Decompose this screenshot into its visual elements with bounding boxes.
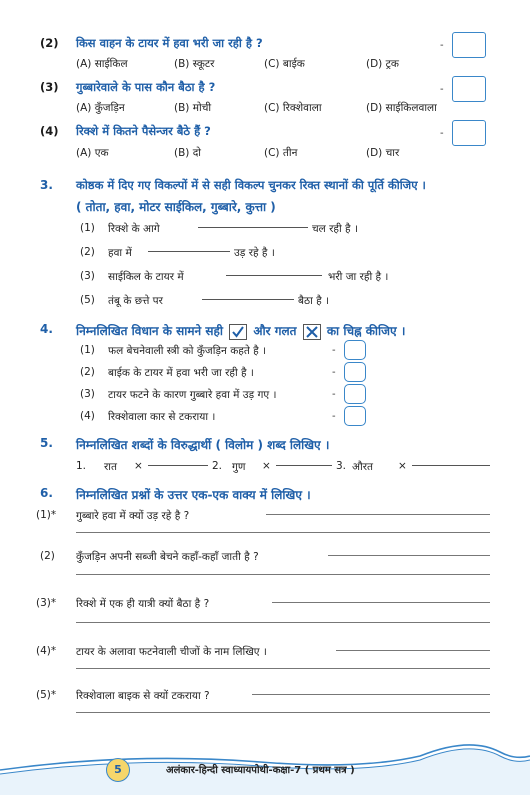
fill-1-after: चल रही है ।	[312, 223, 358, 235]
section-6-title: निम्नलिखित प्रश्नों के उत्तर एक-एक वाक्य में लिखिए ।	[76, 488, 311, 502]
answer-dash: -	[332, 367, 336, 378]
answer-dash: -	[440, 84, 444, 95]
fill-3-number: (3)	[80, 270, 95, 282]
sa-5-answer-line[interactable]	[76, 712, 490, 713]
checkmark-icon	[229, 324, 247, 340]
sa-2-number: (2)	[40, 550, 55, 562]
mcq-2-answer-box[interactable]	[452, 32, 486, 58]
fill-3-after: भरी जा रही है ।	[328, 271, 389, 283]
section-4-title	[76, 322, 405, 340]
tf-1-number: (1)	[80, 344, 95, 356]
tf-3-number: (3)	[80, 388, 95, 400]
mcq-2-number: (2)	[40, 36, 59, 50]
fill-3-blank[interactable]	[226, 275, 322, 276]
fill-2-after: उड़ रहे है ।	[234, 247, 275, 259]
opp-3-number: 3.	[336, 460, 347, 472]
sa-1-question: गुब्बारे हवा में क्यों उड़ रहे है ?	[76, 510, 190, 522]
opp-2-word: गुण	[232, 461, 246, 473]
sa-5-answer-line[interactable]	[252, 694, 490, 695]
sa-4-number: (4)*	[36, 645, 57, 657]
mcq-2-option-d[interactable]: (D) ट्रक	[366, 58, 399, 70]
mcq-3-option-b[interactable]: (B) मोची	[174, 102, 212, 114]
section-3-title: कोष्ठक में दिए गए विकल्पों में से सही विकल्प चुनकर रिक्त स्थानों की पूर्ति कीजिए ।	[76, 178, 426, 192]
fill-2-blank[interactable]	[148, 251, 230, 252]
tf-3-statement: टायर फटने के कारण गुब्बारे हवा में उड़ गए ।	[108, 389, 277, 401]
mcq-4-option-c[interactable]: (C) तीन	[264, 147, 298, 159]
mcq-2-option-c[interactable]: (C) बाईक	[264, 58, 305, 70]
sa-3-number: (3)*	[36, 597, 57, 609]
mcq-4-answer-box[interactable]	[452, 120, 486, 146]
mcq-2-option-a[interactable]: (A) साईकिल	[76, 58, 128, 70]
opp-1-number: 1.	[76, 460, 87, 472]
tf-2-statement: बाईक के टायर में हवा भरी जा रही है ।	[108, 367, 254, 379]
tf-4-statement: रिक्शेवाला कार से टकराया ।	[108, 411, 216, 423]
mcq-4-question: रिक्शे में कितने पैसेन्जर बैठे हैं ?	[76, 124, 211, 138]
opp-1-word: रात	[104, 461, 117, 473]
fill-1-before: रिक्शे के आगे	[108, 223, 160, 235]
tf-3-answer-box[interactable]	[344, 384, 366, 404]
section-3-number: 3.	[40, 178, 53, 192]
tf-2-answer-box[interactable]	[344, 362, 366, 382]
mcq-4-number: (4)	[40, 124, 59, 138]
opp-1-blank[interactable]	[148, 465, 208, 466]
answer-dash: -	[332, 345, 336, 356]
opp-3-sign: ×	[398, 460, 407, 472]
opp-3-blank[interactable]	[412, 465, 490, 466]
section-4-title-part-b: और गलत	[253, 324, 297, 338]
fill-3-before: साईकिल के टायर में	[108, 271, 184, 283]
cross-mark-icon	[303, 324, 321, 340]
mcq-4-option-b[interactable]: (B) दो	[174, 147, 202, 159]
mcq-3-question: गुब्बारेवाले के पास कौन बैठा है ?	[76, 80, 216, 94]
sa-2-question: कुँजड़िन अपनी सब्जी बेचने कहाँ-कहाँ जाती है ?	[76, 551, 259, 563]
sa-3-answer-line[interactable]	[272, 602, 490, 603]
answer-dash: -	[440, 128, 444, 139]
section-4-title-part-c: का चिह्न कीजिए ।	[326, 324, 406, 338]
fill-1-blank[interactable]	[198, 227, 308, 228]
tf-4-number: (4)	[80, 410, 95, 422]
mcq-2-option-b[interactable]: (B) स्कूटर	[174, 58, 215, 70]
mcq-3-option-c[interactable]: (C) रिक्शेवाला	[264, 102, 322, 114]
sa-1-answer-line[interactable]	[76, 532, 490, 533]
sa-5-number: (5)*	[36, 689, 57, 701]
opp-3-word: औरत	[352, 461, 374, 473]
section-4-number: 4.	[40, 322, 53, 336]
tf-4-answer-box[interactable]	[344, 406, 366, 426]
sa-3-answer-line[interactable]	[76, 622, 490, 623]
opp-2-sign: ×	[262, 460, 271, 472]
answer-dash: -	[332, 411, 336, 422]
sa-2-answer-line[interactable]	[76, 574, 490, 575]
mcq-4-option-a[interactable]: (A) एक	[76, 147, 109, 159]
sa-4-answer-line[interactable]	[336, 650, 490, 651]
sa-3-question: रिक्शे में एक ही यात्री क्यों बैठा है ?	[76, 598, 210, 610]
opp-2-number: 2.	[212, 460, 223, 472]
sa-4-answer-line[interactable]	[76, 668, 490, 669]
opp-2-blank[interactable]	[276, 465, 332, 466]
fill-5-blank[interactable]	[202, 299, 294, 300]
opp-1-sign: ×	[134, 460, 143, 472]
sa-1-answer-line[interactable]	[266, 514, 490, 515]
section-5-number: 5.	[40, 436, 53, 450]
fill-5-before: तंबू के छत्ते पर	[108, 295, 163, 307]
sa-2-answer-line[interactable]	[328, 555, 490, 556]
answer-dash: -	[332, 389, 336, 400]
page-number: 5	[114, 763, 122, 776]
page-number-badge	[106, 758, 130, 782]
section-4-title-part-a: निम्नलिखित विधान के सामने सही	[76, 324, 223, 338]
fill-2-number: (2)	[80, 246, 95, 258]
fill-1-number: (1)	[80, 222, 95, 234]
tf-1-statement: फल बेचनेवाली स्त्री को कुँजड़िन कहते है ।	[108, 345, 267, 357]
section-6-number: 6.	[40, 486, 53, 500]
sa-1-number: (1)*	[36, 509, 57, 521]
fill-5-after: बैठा है ।	[298, 295, 330, 307]
footer-title: अलंकार-हिन्दी स्वाध्यायपोथी-कक्षा-7 ( प्रथम सत्र )	[166, 765, 355, 776]
mcq-3-number: (3)	[40, 80, 59, 94]
fill-2-before: हवा में	[108, 247, 132, 259]
mcq-2-question: किस वाहन के टायर में हवा भरी जा रही है ?	[76, 36, 263, 50]
tf-2-number: (2)	[80, 366, 95, 378]
mcq-3-option-a[interactable]: (A) कुँजड़िन	[76, 102, 125, 114]
section-3-options: ( तोता, हवा, मोटर साईकिल, गुब्बारे, कुत्ता )	[76, 200, 276, 214]
sa-5-question: रिक्शेवाला बाइक से क्यों टकराया ?	[76, 690, 210, 702]
fill-5-number: (5)	[80, 294, 95, 306]
mcq-4-option-d[interactable]: (D) चार	[366, 147, 400, 159]
section-5-title: निम्नलिखित शब्दों के विरुद्धार्थी ( विलोम ) शब्द लिखिए ।	[76, 438, 330, 452]
mcq-3-option-d[interactable]: (D) साईकिलवाला	[366, 102, 437, 114]
sa-4-question: टायर के अलावा फटनेवाली चीजों के नाम लिखिए ।	[76, 646, 267, 658]
tf-1-answer-box[interactable]	[344, 340, 366, 360]
mcq-3-answer-box[interactable]	[452, 76, 486, 102]
answer-dash: -	[440, 40, 444, 51]
